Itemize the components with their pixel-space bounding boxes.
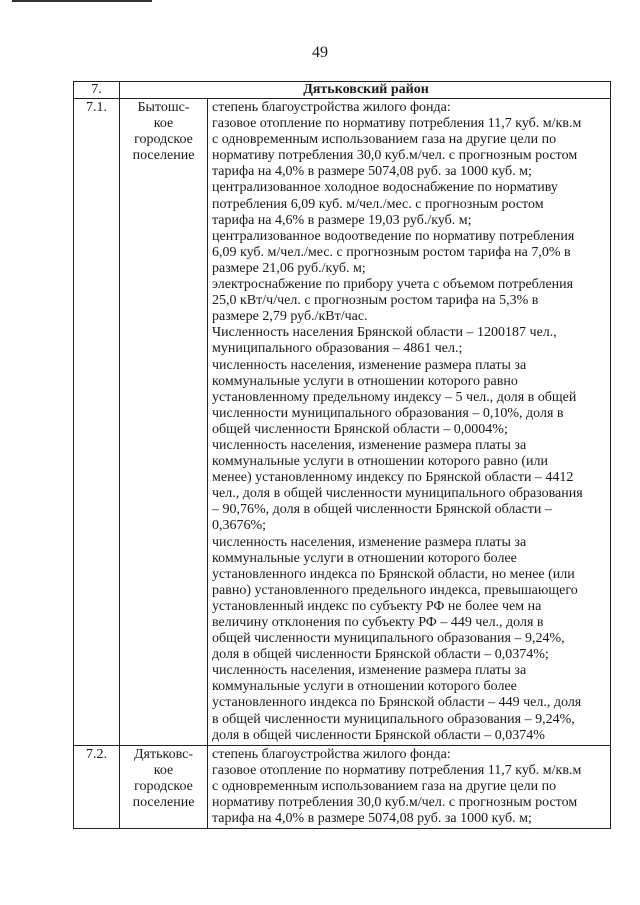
settlement-description: [208, 745, 611, 828]
section-header-row: [74, 82, 611, 99]
settlement-name-line: городское: [134, 778, 193, 794]
text-line: потребления 6,09 куб. м/чел./мес. с прогнозным ростом: [212, 196, 544, 212]
section-title: Дятьковский район: [120, 82, 611, 99]
text-line: чел., доля в общей численности муниципального образования: [212, 486, 583, 502]
text-line: Численность населения Брянской области – 1200187 чел.,: [212, 325, 557, 341]
text-line: муниципального образования – 4861 чел.;: [212, 341, 463, 357]
text-line: централизованное холодное водоснабжение по нормативу: [212, 180, 558, 196]
settlement-name-line: кое: [153, 762, 174, 778]
settlement-name-line: городское: [134, 132, 193, 148]
text-line: тарифа на 4,6% в размере 19,03 руб./куб. м;: [212, 212, 472, 228]
text-line: 0,3676%;: [212, 518, 267, 534]
text-line: установленного индекса по Брянской области – 449 чел., доля: [212, 695, 582, 711]
text-line: 25,0 кВт/ч/чел. с прогнозным ростом тарифа на 5,3% в: [212, 293, 539, 309]
text-line: в общей численности муниципального образования – 9,24%,: [212, 711, 575, 727]
settlement-name-line: поселение: [132, 148, 195, 164]
text-line: коммунальные услуги в отношении которого более: [212, 550, 517, 566]
text-line: с одновременным использованием газа на другие цели по: [212, 778, 557, 794]
text-line: размере 21,06 руб./куб. м;: [212, 260, 366, 276]
settlement-name-line: поселение: [132, 795, 195, 811]
text-line: нормативу потребления 30,0 куб.м/чел. с прогнозным ростом: [212, 148, 578, 164]
text-line: общей численности муниципального образования – 9,24%,: [212, 631, 565, 647]
text-line: установленный индекс по субъекту РФ не более чем на: [212, 598, 542, 614]
text-line: равно) установленного предельного индекса, превышающего: [212, 582, 578, 598]
text-line: численность населения, изменение размера платы за: [212, 663, 527, 679]
text-line: численность населения, изменение размера платы за: [212, 437, 527, 453]
text-line: коммунальные услуги в отношении которого равно (или: [212, 454, 548, 470]
text-line: общей численности Брянской области – 0,0004%;: [212, 421, 508, 437]
top-rule: [12, 0, 152, 2]
text-line: нормативу потребления 30,0 куб.м/чел. с прогнозным ростом: [212, 795, 578, 811]
text-line: коммунальные услуги в отношении которого более: [212, 679, 517, 695]
table-row: [74, 745, 611, 828]
text-line: 6,09 куб. м/чел./мес. с прогнозным ростом тарифа на 7,0% в: [212, 244, 571, 260]
row-number: 7.1.: [74, 99, 120, 746]
text-line: доля в общей численности Брянской области – 0,0374%: [212, 727, 545, 743]
text-line: с одновременным использованием газа на другие цели по: [212, 132, 557, 148]
text-line: степень благоустройства жилого фонда:: [212, 746, 451, 762]
text-line: размере 2,79 руб./кВт/час.: [212, 309, 368, 325]
text-line: установленному предельному индексу – 5 чел., доля в общей: [212, 389, 577, 405]
table-row: [74, 99, 611, 746]
text-line: менее) установленному индексу по Брянской области – 4412: [212, 470, 574, 486]
text-line: установленного индекса по Брянской области, но менее (или: [212, 566, 575, 582]
settlement-name-line: Бытошс-: [137, 100, 190, 115]
text-line: доля в общей численности Брянской области – 0,0374%;: [212, 647, 549, 663]
text-line: электроснабжение по прибору учета с объемом потребления: [212, 277, 574, 293]
settlement-name: [120, 745, 208, 828]
text-line: коммунальные услуги в отношении которого равно: [212, 373, 518, 389]
settlement-description: [208, 99, 611, 746]
page-number: 49: [312, 44, 328, 61]
text-line: тарифа на 4,0% в размере 5074,08 руб. за 1000 куб. м;: [212, 164, 532, 180]
text-line: степень благоустройства жилого фонда:: [212, 100, 451, 115]
text-line: численность населения, изменение размера платы за: [212, 357, 527, 373]
text-line: тарифа на 4,0% в размере 5074,08 руб. за 1000 куб. м;: [212, 811, 532, 827]
text-line: централизованное водоотведение по нормативу потребления: [212, 228, 575, 244]
section-number: 7.: [74, 82, 120, 99]
text-line: численности муниципального образования – 0,10%, доля в: [212, 405, 564, 421]
settlement-name-line: кое: [153, 116, 174, 132]
settlement-name-line: Дятьковс-: [134, 746, 193, 762]
text-line: численность населения, изменение размера платы за: [212, 534, 527, 550]
text-line: величину отклонения по субъекту РФ – 449 чел., доля в: [212, 615, 544, 630]
district-table: [73, 81, 611, 829]
text-line: – 90,76%, доля в общей численности Брянской области –: [212, 502, 552, 518]
text-line: газовое отопление по нормативу потребления 11,7 куб. м/кв.м: [212, 116, 582, 132]
row-number: 7.2.: [74, 745, 120, 828]
text-line: газовое отопление по нормативу потребления 11,7 куб. м/кв.м: [212, 762, 582, 778]
settlement-name: [120, 99, 208, 746]
